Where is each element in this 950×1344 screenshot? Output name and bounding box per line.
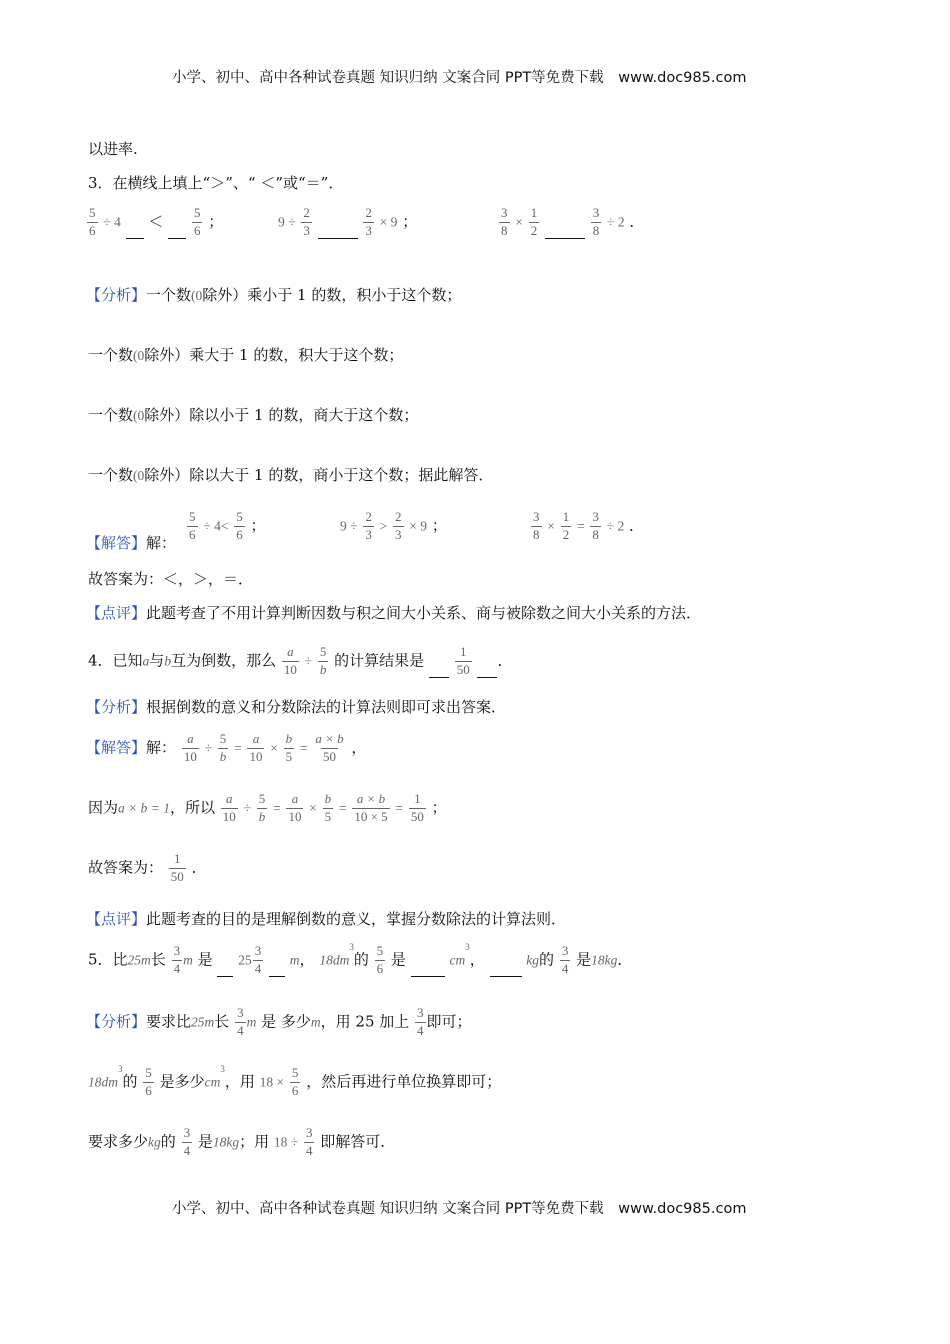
q4-final-answer: 故答案为： $\frac{1}{50}$ ． xyxy=(88,851,207,884)
q3-expr-2: 9 ÷ $\frac{2}{3}$ $\frac{2}{3}$ × 9 ； xyxy=(278,205,418,238)
q3-solution-expr-3: $\frac{3}{8}$ × $\frac{1}{2}$ = $\frac{3}{8}$ ÷ 2 ． xyxy=(533,509,644,542)
q3-comment: 【点评】此题考查了不用计算判断因数与积之间大小关系、商与被除数之间大小关系的方法． xyxy=(86,604,702,622)
answer-blank[interactable] xyxy=(126,224,144,239)
answer-blank[interactable] xyxy=(217,962,233,977)
question-3-stem: 3．在横线上填上“＞”、“ ＜”或“＝”． xyxy=(88,174,344,192)
q4-solution-line-2: 因为a × b = 1，所以 $\frac{a}{10}$ ÷ $\frac{5}{b}$ = $\frac{a}{10}$ × $\frac{b}{5}$ = $\frac{a \times b}{10 \times 5}$ = $\frac{1}{50}$ ； xyxy=(88,791,447,824)
fraction: $\frac{5}{6}$ xyxy=(193,205,201,238)
q3-final-answer: 故答案为：＜，＞，＝． xyxy=(88,570,254,588)
q3-analysis-line-3: 一个数(0除外）除以小于 1 的数，商大于这个数； xyxy=(88,406,419,424)
q5-analysis-line-2: $18dm^3$的 $\frac{5}{6}$ 是多少$cm^3$，用 18 × $\frac{5}{6}$ ，然后再进行单位换算即可； xyxy=(88,1064,502,1098)
footer-url[interactable]: www.doc985.com xyxy=(618,1201,747,1217)
fraction: $\frac{1}{2}$ xyxy=(530,205,538,238)
q5-analysis-line-3: 要求多少kg的 $\frac{3}{4}$ 是18kg；用 18 ÷ $\frac{3}{4}$ 即解答可． xyxy=(88,1125,396,1158)
page-footer xyxy=(172,1197,746,1218)
question-4-stem: 4．已知a与b互为倒数，那么 $\frac{a}{10}$ ÷ $\frac{5}{b}$ 的计算结果是 $\frac{1}{50}$ ． xyxy=(88,644,513,677)
comment-tag: 【点评】 xyxy=(86,604,147,622)
q3-solution-expr-1: $\frac{5}{6}$ ÷ 4< $\frac{5}{6}$ ； xyxy=(189,509,266,542)
fraction: $\frac{5}{6}$ xyxy=(89,205,96,238)
q3-solution-label: 【解答】解： xyxy=(86,534,177,552)
analysis-tag: 【分析】 xyxy=(86,286,147,304)
answer-blank[interactable] xyxy=(477,663,497,678)
header-text: 小学、初中、高中各种试卷真题 知识归纳 文案合同 PPT等免费下载 xyxy=(172,70,604,86)
answer-blank[interactable] xyxy=(545,224,585,239)
fraction: $\frac{3}{8}$ xyxy=(501,205,508,238)
q3-analysis-line-2: 一个数(0除外）乘大于 1 的数，积大于这个数； xyxy=(88,346,404,364)
answer-fraction: $\frac{1}{50}$ xyxy=(456,644,470,677)
q3-solution-expr-2: 9 ÷ $\frac{2}{3}$ > $\frac{2}{3}$ × 9 ； xyxy=(340,509,447,542)
q4-solution-line-1: 【解答】解： $\frac{a}{10}$ ÷ $\frac{5}{b}$ = $\frac{a}{10}$ × $\frac{b}{5}$ = $\frac{a \times b}{50}$ ， xyxy=(86,731,367,764)
q3-expr-1: $\frac{5}{6}$ ÷ 4 ＜ $\frac{5}{6}$ ； xyxy=(89,205,224,238)
fraction: $\frac{3}{8}$ xyxy=(592,205,600,238)
answer-tag: 【解答】 xyxy=(86,534,147,552)
q4-comment: 【点评】此题考查的目的是理解倒数的意义，掌握分数除法的计算法则． xyxy=(86,910,567,928)
fraction: $\frac{2}{3}$ xyxy=(365,205,372,238)
answer-blank[interactable] xyxy=(429,663,449,678)
text-line: 以进率. xyxy=(88,140,138,158)
answer-fill: ＜ xyxy=(148,212,164,231)
page-header xyxy=(172,66,746,87)
answer-blank[interactable] xyxy=(318,224,358,239)
answer-blank[interactable] xyxy=(490,962,522,977)
q3-expr-3: $\frac{3}{8}$ × $\frac{1}{2}$ $\frac{3}{8}$ ÷ 2 ． xyxy=(501,205,645,238)
fraction: $\frac{2}{3}$ xyxy=(303,205,310,238)
q5-analysis-line-1: 【分析】要求比25m长 $\frac{3}{4}$ m 是 多少m，用 25 加上 $\frac{3}{4}$ 即可； xyxy=(86,1005,472,1038)
q4-analysis: 【分析】根据倒数的意义和分数除法的计算法则即可求出答案． xyxy=(86,698,507,716)
question-5-stem: 5．比25m长 $\frac{3}{4}$ m 是 25 $\frac{3}{4}$ m， $18dm^3$的 $\frac{5}{6}$ 是 $cm^3$， kg的 $\frac{3}{4}$ 是18kg． xyxy=(88,942,633,976)
q3-analysis-line-4: 一个数(0除外）除以大于 1 的数，商小于这个数；据此解答． xyxy=(88,466,494,484)
footer-text: 小学、初中、高中各种试卷真题 知识归纳 文案合同 PPT等免费下载 xyxy=(172,1201,604,1217)
answer-blank[interactable] xyxy=(411,962,445,977)
q3-analysis-line-1: 【分析】一个数(0除外）乘小于 1 的数，积小于这个数； xyxy=(86,286,462,304)
header-url[interactable]: www.doc985.com xyxy=(618,70,747,86)
answer-blank[interactable] xyxy=(168,224,186,239)
answer-blank[interactable] xyxy=(269,962,285,977)
